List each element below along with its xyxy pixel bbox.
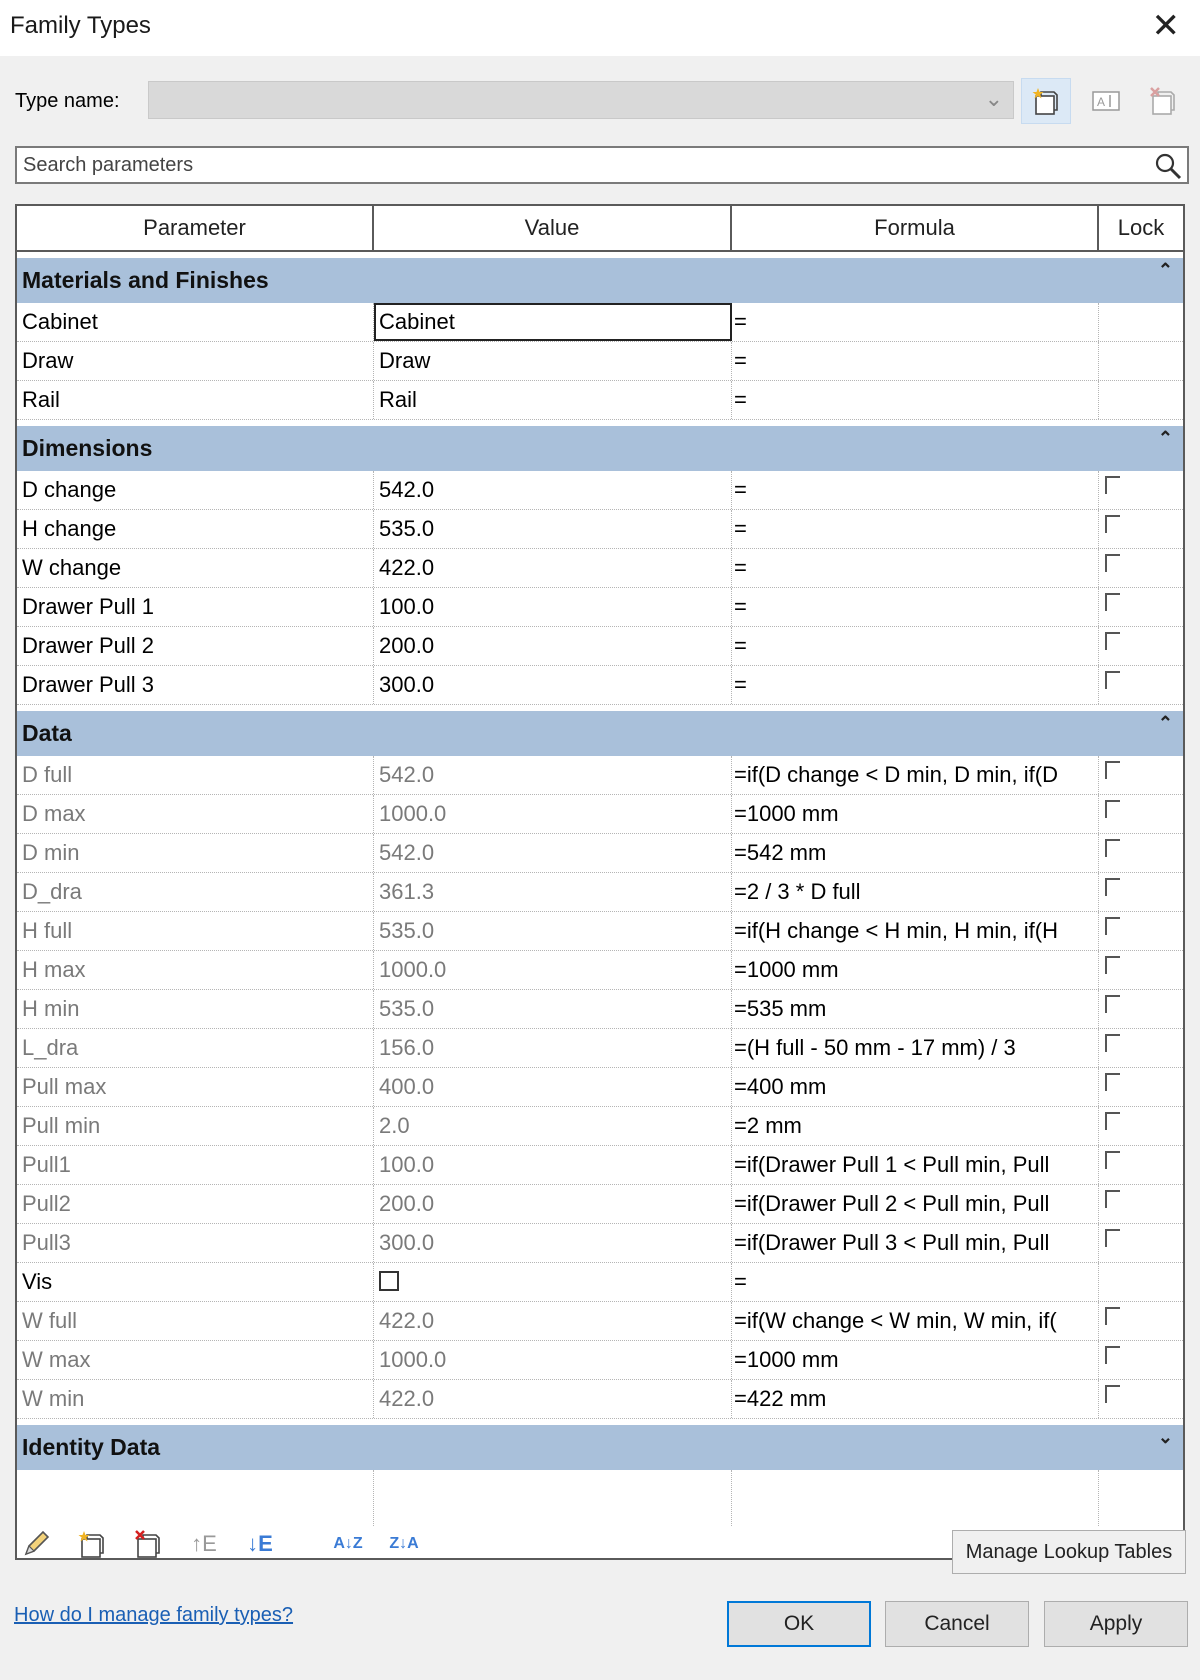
- lock-checkbox[interactable]: [1105, 1112, 1120, 1130]
- lock-checkbox[interactable]: [1105, 1385, 1120, 1403]
- formula-cell[interactable]: =if(Drawer Pull 3 < Pull min, Pull: [732, 1224, 1099, 1262]
- window-title: Family Types: [10, 12, 151, 39]
- lock-cell: [1099, 342, 1183, 380]
- group-header-identity[interactable]: [17, 1425, 1183, 1470]
- formula-cell[interactable]: =: [732, 1263, 1099, 1301]
- table-row: [17, 1302, 1183, 1341]
- value-cell: 1000.0: [374, 1341, 732, 1379]
- parameter-cell: Pull2: [17, 1185, 374, 1223]
- parameter-cell: D full: [17, 756, 374, 794]
- type-name-dropdown[interactable]: [148, 81, 1014, 119]
- table-row: [17, 666, 1183, 705]
- table-row: [17, 873, 1183, 912]
- lock-checkbox[interactable]: [1105, 878, 1120, 896]
- table-row: [17, 510, 1183, 549]
- lock-checkbox[interactable]: [1105, 515, 1120, 533]
- move-down-icon: ↓E: [247, 1531, 273, 1556]
- help-link[interactable]: How do I manage family types?: [14, 1604, 294, 1626]
- formula-cell[interactable]: =2 mm: [732, 1107, 1099, 1145]
- svg-text:A: A: [1097, 95, 1106, 109]
- formula-cell[interactable]: =if(H change < H min, H min, if(H: [732, 912, 1099, 950]
- lock-cell: [1099, 795, 1183, 833]
- sort-ascending-button[interactable]: [330, 1526, 366, 1562]
- value-cell: 1000.0: [374, 795, 732, 833]
- formula-cell[interactable]: =: [732, 588, 1099, 626]
- search-input[interactable]: [17, 148, 1137, 182]
- lock-checkbox[interactable]: [1105, 917, 1120, 935]
- formula-cell[interactable]: =400 mm: [732, 1068, 1099, 1106]
- parameter-cell: H full: [17, 912, 374, 950]
- parameter-cell: H change: [17, 510, 374, 548]
- lock-checkbox[interactable]: [1105, 1229, 1120, 1247]
- formula-cell[interactable]: =(H full - 50 mm - 17 mm) / 3: [732, 1029, 1099, 1067]
- lock-cell: [1099, 912, 1183, 950]
- lock-checkbox[interactable]: [1105, 1307, 1120, 1325]
- lock-cell: [1099, 1068, 1183, 1106]
- formula-cell[interactable]: =1000 mm: [732, 795, 1099, 833]
- empty-cell: [374, 1470, 732, 1526]
- lock-checkbox[interactable]: [1105, 554, 1120, 572]
- formula-cell[interactable]: =1000 mm: [732, 951, 1099, 989]
- lock-checkbox[interactable]: [1105, 1190, 1120, 1208]
- lock-cell: [1099, 471, 1183, 509]
- value-cell: 422.0: [374, 1302, 732, 1340]
- formula-cell[interactable]: =: [732, 666, 1099, 704]
- table-row: [17, 912, 1183, 951]
- parameter-cell: W min: [17, 1380, 374, 1418]
- parameter-cell: Pull3: [17, 1224, 374, 1262]
- parameter-cell: Rail: [17, 381, 374, 419]
- parameters-grid: [15, 204, 1185, 1560]
- table-row: [17, 381, 1183, 420]
- lock-cell: [1099, 381, 1183, 419]
- empty-grid-area: [17, 1470, 1183, 1526]
- value-cell: 535.0: [374, 912, 732, 950]
- value-cell[interactable]: 422.0: [374, 549, 732, 587]
- table-row: [17, 471, 1183, 510]
- formula-cell[interactable]: =542 mm: [732, 834, 1099, 872]
- group-title: Identity Data: [22, 1434, 161, 1460]
- delete-parameter-icon: [134, 1529, 162, 1559]
- lock-cell: [1099, 756, 1183, 794]
- formula-cell[interactable]: =535 mm: [732, 990, 1099, 1028]
- parameter-cell: D min: [17, 834, 374, 872]
- table-row: [17, 951, 1183, 990]
- formula-cell[interactable]: =if(Drawer Pull 2 < Pull min, Pull: [732, 1185, 1099, 1223]
- lock-cell: [1099, 1107, 1183, 1145]
- table-row: [17, 1380, 1183, 1419]
- value-cell[interactable]: Draw: [374, 342, 732, 380]
- parameter-cell: Drawer Pull 3: [17, 666, 374, 704]
- table-row: [17, 342, 1183, 381]
- type-name-label: Type name:: [15, 90, 120, 112]
- lock-cell: [1099, 627, 1183, 665]
- value-cell: 422.0: [374, 1380, 732, 1418]
- lock-checkbox[interactable]: [1105, 593, 1120, 611]
- parameter-cell: L_dra: [17, 1029, 374, 1067]
- dialog-body: [0, 56, 1200, 1680]
- ok-button[interactable]: OK: [727, 1601, 871, 1647]
- parameter-cell: Vis: [17, 1263, 374, 1301]
- cancel-button[interactable]: Cancel: [885, 1601, 1029, 1647]
- new-parameter-button[interactable]: [74, 1526, 110, 1562]
- rename-type-button[interactable]: [1081, 78, 1131, 124]
- group-title: Data: [22, 720, 72, 746]
- table-row: [17, 1263, 1183, 1302]
- lock-cell: [1099, 1341, 1183, 1379]
- table-row: [17, 303, 1183, 342]
- lock-cell: [1099, 549, 1183, 587]
- lock-checkbox[interactable]: [1105, 1073, 1120, 1091]
- value-cell: 1000.0: [374, 951, 732, 989]
- apply-button[interactable]: Apply: [1044, 1601, 1188, 1647]
- formula-cell[interactable]: =: [732, 627, 1099, 665]
- delete-type-button[interactable]: [1138, 78, 1188, 124]
- lock-cell: [1099, 990, 1183, 1028]
- table-row: [17, 1107, 1183, 1146]
- formula-cell[interactable]: =if(D change < D min, D min, if(D: [732, 756, 1099, 794]
- new-type-icon: [1032, 86, 1060, 116]
- value-cell: 2.0: [374, 1107, 732, 1145]
- lock-checkbox[interactable]: [1105, 632, 1120, 650]
- value-cell[interactable]: 100.0: [374, 588, 732, 626]
- collapse-icon[interactable]: ⌃: [1157, 713, 1173, 733]
- parameter-cell: Drawer Pull 2: [17, 627, 374, 665]
- table-row: [17, 549, 1183, 588]
- table-row: [17, 1185, 1183, 1224]
- collapse-icon[interactable]: ⌃: [1157, 428, 1173, 448]
- grid-rows: [17, 252, 1183, 1526]
- delete-parameter-button[interactable]: [130, 1526, 166, 1562]
- delete-type-icon: [1149, 86, 1177, 116]
- table-row: [17, 1341, 1183, 1380]
- parameter-cell: D change: [17, 471, 374, 509]
- edit-parameter-button[interactable]: [18, 1526, 54, 1562]
- group-header-data[interactable]: [17, 711, 1183, 756]
- grid-header: [17, 206, 1183, 252]
- sort-descending-icon: Z↓A: [389, 1535, 419, 1552]
- formula-cell[interactable]: =if(W change < W min, W min, if(: [732, 1302, 1099, 1340]
- lock-cell: [1099, 666, 1183, 704]
- parameter-cell: Cabinet: [17, 303, 374, 341]
- table-row: [17, 588, 1183, 627]
- group-header-materials[interactable]: [17, 258, 1183, 303]
- table-row: [17, 1224, 1183, 1263]
- parameter-cell: W full: [17, 1302, 374, 1340]
- parameter-cell: W change: [17, 549, 374, 587]
- value-cell[interactable]: 300.0: [374, 666, 732, 704]
- table-row: [17, 990, 1183, 1029]
- parameter-cell: W max: [17, 1341, 374, 1379]
- value-cell: 361.3: [374, 873, 732, 911]
- group-title: Materials and Finishes: [22, 267, 269, 293]
- table-row: [17, 1146, 1183, 1185]
- manage-lookup-tables-button[interactable]: Manage Lookup Tables: [952, 1530, 1186, 1574]
- move-down-button[interactable]: [242, 1526, 278, 1562]
- empty-cell: [1099, 1470, 1183, 1526]
- column-header-formula[interactable]: Formula: [732, 206, 1099, 250]
- lock-checkbox[interactable]: [1105, 956, 1120, 974]
- lock-checkbox[interactable]: [1105, 995, 1120, 1013]
- value-cell: 156.0: [374, 1029, 732, 1067]
- table-row: [17, 1029, 1183, 1068]
- sort-ascending-icon: A↓Z: [333, 1535, 363, 1552]
- formula-cell[interactable]: =: [732, 303, 1099, 341]
- lock-cell: [1099, 510, 1183, 548]
- formula-cell[interactable]: =2 / 3 * D full: [732, 873, 1099, 911]
- value-cell: 300.0: [374, 1224, 732, 1262]
- value-cell: 100.0: [374, 1146, 732, 1184]
- value-cell[interactable]: Rail: [374, 381, 732, 419]
- value-cell[interactable]: 200.0: [374, 627, 732, 665]
- parameter-cell: D max: [17, 795, 374, 833]
- lock-checkbox[interactable]: [1105, 1151, 1120, 1169]
- table-row: [17, 834, 1183, 873]
- title-bar: [0, 0, 1200, 56]
- lock-cell: [1099, 1185, 1183, 1223]
- lock-checkbox[interactable]: [1105, 761, 1120, 779]
- parameter-cell: Pull max: [17, 1068, 374, 1106]
- value-cell[interactable]: 535.0: [374, 510, 732, 548]
- formula-cell[interactable]: =if(Drawer Pull 1 < Pull min, Pull: [732, 1146, 1099, 1184]
- collapse-icon[interactable]: ⌃: [1157, 260, 1173, 280]
- column-header-value[interactable]: Value: [374, 206, 732, 250]
- lock-cell: [1099, 1029, 1183, 1067]
- lock-checkbox[interactable]: [1105, 1346, 1120, 1364]
- lock-checkbox[interactable]: [1105, 839, 1120, 857]
- search-icon[interactable]: [1153, 151, 1183, 186]
- column-header-parameter[interactable]: Parameter: [17, 206, 374, 250]
- value-cell: 200.0: [374, 1185, 732, 1223]
- move-up-icon: ↑E: [191, 1531, 217, 1556]
- empty-cell: [732, 1470, 1099, 1526]
- value-cell[interactable]: 542.0: [374, 471, 732, 509]
- value-cell: 535.0: [374, 990, 732, 1028]
- lock-checkbox[interactable]: [1105, 671, 1120, 689]
- empty-cell: [17, 1470, 374, 1526]
- table-row: [17, 627, 1183, 666]
- table-row: [17, 795, 1183, 834]
- table-row: [17, 1068, 1183, 1107]
- vis-checkbox[interactable]: [379, 1271, 399, 1291]
- lock-cell: [1099, 951, 1183, 989]
- parameter-cell: H min: [17, 990, 374, 1028]
- formula-cell[interactable]: =422 mm: [732, 1380, 1099, 1418]
- parameter-cell: Draw: [17, 342, 374, 380]
- column-header-lock[interactable]: Lock: [1117, 215, 1165, 240]
- value-cell: [374, 1263, 732, 1301]
- pencil-icon: [21, 1529, 51, 1559]
- value-cell: 400.0: [374, 1068, 732, 1106]
- parameter-cell: Pull min: [17, 1107, 374, 1145]
- lock-cell: [1099, 1263, 1183, 1301]
- lock-cell: [1099, 1380, 1183, 1418]
- sort-descending-button[interactable]: [386, 1526, 422, 1562]
- lock-cell: [1099, 1146, 1183, 1184]
- expand-icon[interactable]: ⌄: [1157, 1427, 1173, 1447]
- lock-cell: [1099, 1302, 1183, 1340]
- lock-cell: [1099, 303, 1183, 341]
- group-title: Dimensions: [22, 435, 153, 461]
- lock-checkbox[interactable]: [1105, 476, 1120, 494]
- value-cell[interactable]: Cabinet: [374, 303, 732, 341]
- formula-cell[interactable]: =1000 mm: [732, 1341, 1099, 1379]
- rename-icon: [1091, 88, 1121, 114]
- formula-cell[interactable]: =: [732, 471, 1099, 509]
- value-cell: 542.0: [374, 756, 732, 794]
- lock-cell: [1099, 1224, 1183, 1262]
- search-field[interactable]: [15, 146, 1189, 184]
- parameter-cell: H max: [17, 951, 374, 989]
- close-icon[interactable]: ✕: [1151, 7, 1180, 45]
- table-row: [17, 756, 1183, 795]
- lock-cell: [1099, 873, 1183, 911]
- formula-cell[interactable]: =: [732, 381, 1099, 419]
- chevron-down-icon: ⌄: [984, 86, 1003, 111]
- parameter-cell: Pull1: [17, 1146, 374, 1184]
- value-cell: 542.0: [374, 834, 732, 872]
- lock-checkbox[interactable]: [1105, 800, 1120, 818]
- lock-checkbox[interactable]: [1105, 1034, 1120, 1052]
- formula-cell[interactable]: =: [732, 549, 1099, 587]
- parameter-cell: Drawer Pull 1: [17, 588, 374, 626]
- lock-cell: [1099, 834, 1183, 872]
- lock-cell: [1099, 588, 1183, 626]
- move-up-button[interactable]: [186, 1526, 222, 1562]
- new-type-button[interactable]: [1021, 78, 1071, 124]
- parameter-cell: D_dra: [17, 873, 374, 911]
- formula-cell[interactable]: =: [732, 342, 1099, 380]
- formula-cell[interactable]: =: [732, 510, 1099, 548]
- new-parameter-icon: [78, 1529, 106, 1559]
- group-header-dimensions[interactable]: [17, 426, 1183, 471]
